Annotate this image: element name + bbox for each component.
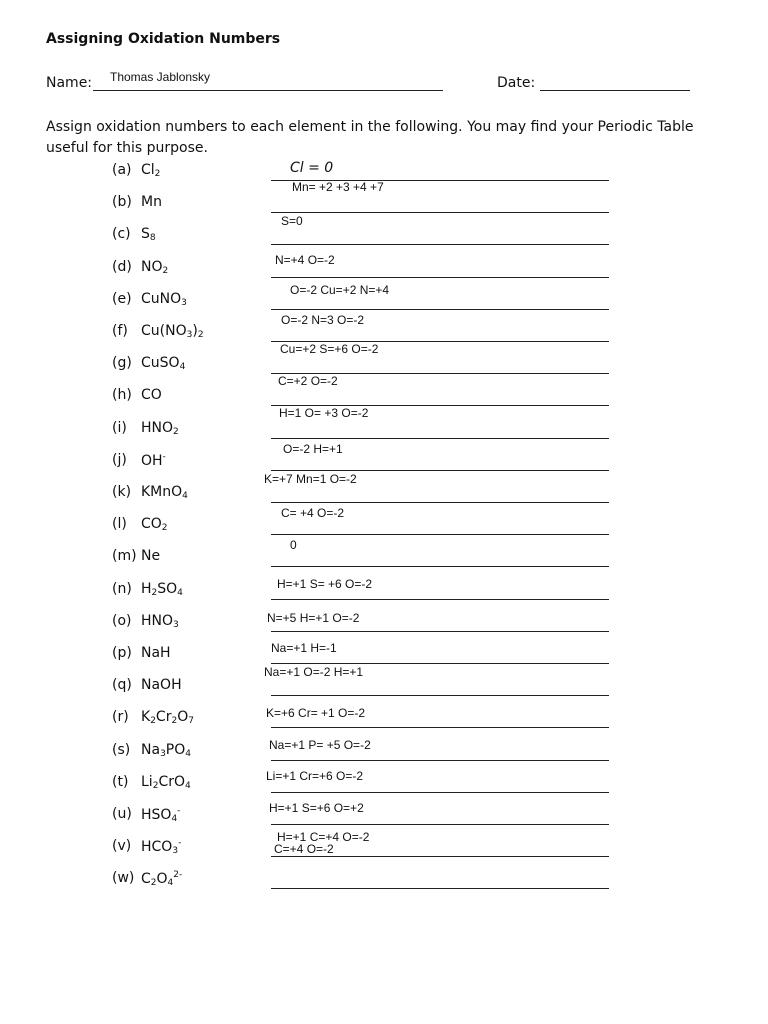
question-letter: (e) [112,291,132,307]
formula-subscript: 8 [149,233,156,243]
question-letter: (a) [112,162,132,178]
question-row [0,472,768,514]
question-letter: (s) [112,742,131,758]
question-row [0,506,768,546]
answer-line[interactable] [271,792,609,793]
formula-subscript: 2 [197,330,204,340]
question-row [0,162,768,192]
formula-subscript: 2 [150,878,157,888]
formula-text: ) [192,323,198,339]
handwritten-answer: Li=+1 Cr=+6 O=-2 [266,769,364,783]
question-formula [141,548,160,564]
formula-text: S [141,226,150,242]
question-letter: (v) [112,838,132,854]
question-letter: (n) [112,581,132,597]
question-letter: (g) [112,355,132,371]
question-formula [141,259,168,276]
formula-subscript: 2 [152,781,159,791]
formula-subscript: 4 [185,749,191,759]
worksheet-title: Assigning Oxidation Numbers [46,31,281,47]
formula-supscript: 2- [173,870,183,880]
answer-line[interactable] [271,695,609,696]
answer-line[interactable] [271,502,609,503]
question-letter: (w) [112,870,135,886]
handwritten-answer: K=+6 Cr= +1 O=-2 [266,706,366,720]
student-name: Thomas Jablonsky [110,70,211,84]
question-letter: (j) [112,452,127,468]
formula-text: HCO [141,839,173,855]
answer-line[interactable] [271,888,609,889]
instructions: Assign oxidation numbers to each element in the following. You may find your Periodic Table useful for this purpose. [46,119,694,156]
answer-line[interactable] [271,566,609,567]
question-row [0,342,768,385]
question-row [0,641,768,675]
answer-line[interactable] [271,727,609,728]
formula-subscript: 2 [161,523,168,533]
question-row [0,538,768,578]
formula-text: NaH [141,645,171,661]
formula-text: SO [157,581,178,597]
formula-text: O [156,871,168,887]
handwritten-answer: O=-2 N=3 O=-2 [281,313,365,327]
question-formula [141,387,162,403]
question-row [0,180,768,224]
formula-supscript: - [162,452,166,462]
question-row [0,406,768,450]
formula-subscript: 4 [179,362,186,372]
question-row [0,706,768,739]
handwritten-answer: H=+1 C=+4 O=-2 [277,830,370,844]
formula-subscript: 2 [150,716,156,726]
handwritten-answer: O=-2 Cu=+2 N=+4 [290,283,390,297]
handwritten-answer: Na=+1 H=-1 [271,641,337,655]
formula-supscript: - [178,838,182,848]
question-row [0,577,768,611]
formula-text: CrO [158,774,185,790]
question-letter: (h) [112,387,132,403]
question-row [0,442,768,482]
handwritten-answer: H=+1 S=+6 O=+2 [269,801,364,815]
question-formula [141,291,187,308]
formula-subscript: 4 [171,814,178,824]
formula-text: PO [165,742,186,758]
question-formula [141,838,181,856]
formula-text: C [141,871,151,887]
formula-subscript: 2 [154,169,161,179]
name-line[interactable] [93,90,443,91]
formula-text: NaOH [141,677,182,693]
question-formula [141,581,183,598]
question-formula [141,613,179,630]
question-letter: (m) [112,548,137,564]
formula-text: HNO [141,420,174,436]
question-formula [141,806,180,824]
formula-text: KMnO [141,484,183,500]
name-label: Name: [46,75,93,91]
question-letter: (f) [112,323,128,339]
formula-text: Cl [141,162,155,178]
question-letter: (c) [112,226,131,242]
question-formula [141,420,179,437]
question-letter: (p) [112,645,132,661]
question-letter: (t) [112,774,129,790]
question-formula [141,870,182,888]
date-line[interactable] [540,90,690,91]
answer-line[interactable] [271,277,609,278]
question-letter: (q) [112,677,132,693]
handwritten-answer: Cl = 0 [290,160,334,176]
answer-line[interactable] [271,438,609,439]
answer-line[interactable] [271,599,609,600]
formula-text: H [141,581,152,597]
handwritten-answer: 0 [290,538,297,552]
formula-text: CO [141,516,162,532]
formula-text: CuSO [141,355,180,371]
handwritten-answer: Cu=+2 S=+6 O=-2 [280,342,379,356]
question-row [0,830,768,868]
handwritten-answer: N=+4 O=-2 [275,253,335,267]
answer-line[interactable] [271,760,609,761]
answer-line[interactable] [271,212,609,213]
question-formula [141,355,185,372]
formula-text: HSO [141,807,172,823]
formula-text: Ne [141,548,161,564]
formula-text: Mn [141,194,162,210]
formula-subscript: 3 [160,749,166,759]
question-formula [141,194,162,210]
formula-text: CO [141,387,162,403]
question-letter: (b) [112,194,132,210]
formula-subscript: 3 [173,620,179,630]
formula-text: CuNO [141,291,182,307]
handwritten-answer: C=+4 O=-2 [274,842,334,856]
handwritten-answer: H=+1 S= +6 O=-2 [277,577,373,591]
question-formula [141,774,191,791]
formula-text: HNO [141,613,174,629]
question-row [0,769,768,804]
handwritten-answer: S=0 [281,214,303,228]
formula-subscript: 3 [181,298,187,308]
question-row [0,214,768,256]
handwritten-answer: Na=+1 O=-2 H=+1 [264,665,364,679]
formula-text: Na [141,742,161,758]
question-formula [141,484,188,501]
question-formula [141,742,191,759]
formula-subscript: 3 [186,330,193,340]
formula-text: O [177,709,189,725]
formula-text: Cr [155,709,172,725]
formula-text: OH [141,453,163,469]
question-formula [141,323,204,340]
handwritten-answer: K=+7 Mn=1 O=-2 [264,472,357,486]
question-row [0,665,768,707]
formula-subscript: 2 [171,716,178,726]
handwritten-answer: Mn= +2 +3 +4 +7 [292,180,384,194]
question-formula [141,226,156,243]
handwritten-answer: H=1 O= +3 O=-2 [279,406,369,420]
formula-text: Li [141,774,153,790]
question-letter: (k) [112,484,132,500]
answer-line[interactable] [271,309,609,310]
answer-line[interactable] [271,534,609,535]
formula-text: K [141,709,151,725]
question-formula [141,452,166,469]
question-letter: (l) [112,516,127,532]
formula-subscript: 2 [162,266,169,276]
formula-subscript: 4 [177,588,183,598]
question-formula [141,709,194,726]
question-letter: (i) [112,420,127,436]
question-letter: (r) [112,709,129,725]
question-formula [141,645,171,661]
handwritten-answer: O=-2 H=+1 [283,442,343,456]
formula-supscript: - [177,806,181,816]
date-label: Date: [497,75,536,91]
question-letter: (u) [112,806,132,822]
handwritten-answer: N=+5 H=+1 O=-2 [267,611,360,625]
handwritten-answer: C=+2 O=-2 [278,374,338,388]
question-letter: (o) [112,613,132,629]
formula-subscript: 4 [167,878,174,888]
question-row [0,283,768,321]
question-formula [141,162,160,179]
answer-line[interactable] [271,631,609,632]
formula-subscript: 4 [182,491,188,501]
question-formula [141,516,168,533]
answer-line[interactable] [271,663,609,664]
question-row [0,374,768,417]
question-letter: (d) [112,259,132,275]
answer-line[interactable] [271,244,609,245]
question-row [0,801,768,836]
formula-subscript: 7 [188,716,194,726]
answer-line[interactable] [271,470,609,471]
handwritten-answer: C= +4 O=-2 [281,506,345,520]
formula-text: NO [141,259,163,275]
formula-text: Cu(NO [141,323,187,339]
formula-subscript: 3 [172,846,179,856]
question-row [0,313,768,353]
handwritten-answer: Na=+1 P= +5 O=-2 [269,738,371,752]
question-row [0,613,768,643]
formula-subscript: 2 [173,427,179,437]
answer-line[interactable] [271,824,609,825]
question-row [0,738,768,772]
formula-subscript: 4 [185,781,191,791]
formula-subscript: 2 [151,588,158,598]
question-formula [141,677,182,693]
answer-line[interactable] [271,856,609,857]
